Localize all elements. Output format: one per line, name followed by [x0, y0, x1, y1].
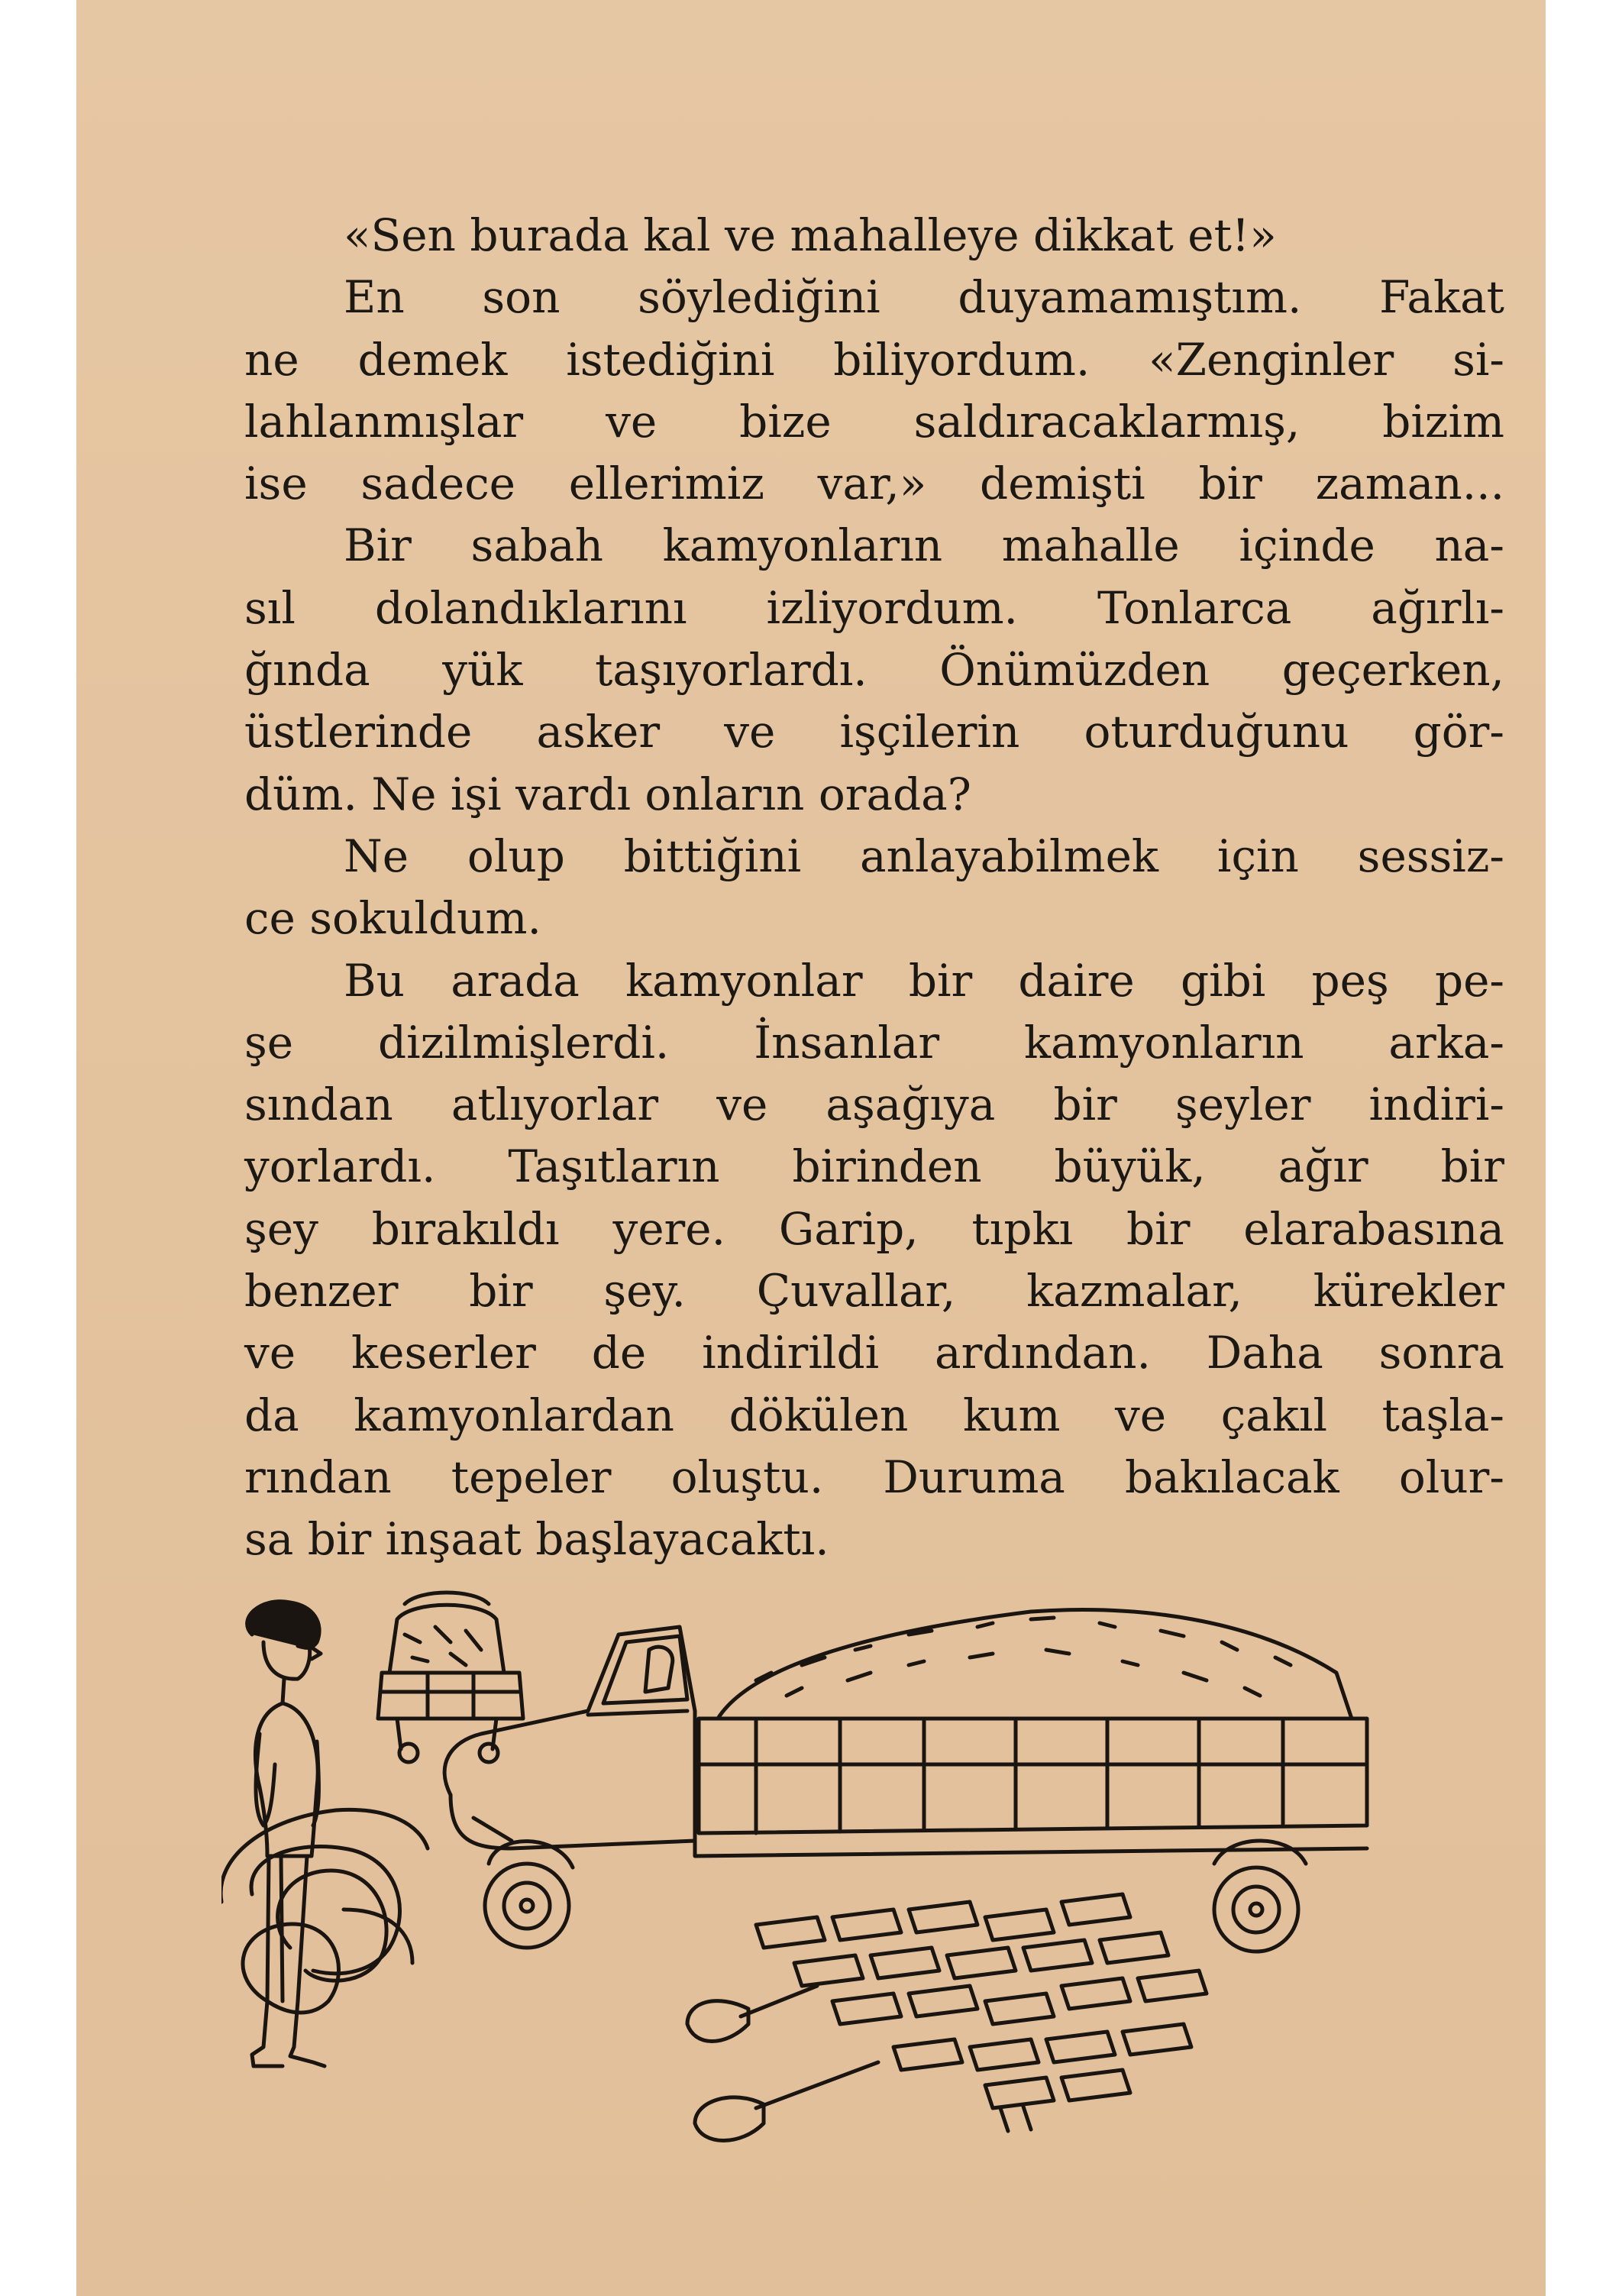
text-line: üstlerinde asker ve işçilerin oturduğunu gör-	[244, 706, 1504, 758]
text-line: ğında yük taşıyorlardı. Önümüzden geçerken,	[244, 644, 1504, 697]
text-line: Bir sabah kamyonların mahalle içinde na-	[344, 519, 1504, 572]
illustration-drawing	[221, 1589, 1413, 2200]
text-line: benzer bir şey. Çuvallar, kazmalar, kürekler	[244, 1265, 1504, 1318]
wheelbarrow-icon	[378, 1593, 523, 1762]
text-line: şey bırakıldı yere. Garip, tıpkı bir elarabasına	[244, 1202, 1504, 1255]
bricks-icon	[756, 1894, 1207, 2131]
shovels-icon	[687, 1986, 878, 2141]
text-line: «Sen burada kal ve mahalleye dikkat et!»	[344, 209, 1277, 261]
text-line: ce sokuldum.	[244, 892, 541, 945]
text-line: yorlardı. Taşıtların birinden büyük, ağır bir	[244, 1140, 1504, 1193]
text-line: sından atlıyorlar ve aşağıya bir şeyler indiri-	[244, 1078, 1504, 1131]
text-line: lahlanmışlar ve bize saldıracaklarmış, bizim	[244, 395, 1504, 448]
text-line: Bu arada kamyonlar bir daire gibi peş pe-	[344, 954, 1504, 1007]
body-text	[244, 205, 1504, 1571]
text-line: sıl dolandıklarını izliyordum. Tonlarca ağırlı-	[244, 581, 1504, 634]
text-line: Ne olup bittiğini anlayabilmek için sessiz-	[344, 829, 1504, 882]
text-line: En son söylediğini duyamamıştım. Fakat	[344, 271, 1504, 324]
sacks-icon	[221, 1809, 428, 2013]
text-line: şe dizilmişlerdi. İnsanlar kamyonların arka-	[244, 1016, 1504, 1069]
text-line: sa bir inşaat başlayacaktı.	[244, 1513, 829, 1566]
text-line: ise sadece ellerimiz var,» demişti bir zaman...	[244, 458, 1504, 510]
text-line: ve keserler de indirildi ardından. Daha sonra	[244, 1327, 1504, 1379]
dump-truck-icon	[444, 1610, 1367, 1952]
text-line: ne demek istediğini biliyordum. «Zenginler si-	[244, 333, 1504, 386]
illustration	[221, 1589, 1413, 2203]
text-line: düm. Ne işi vardı onların orada?	[244, 768, 971, 820]
text-line: rından tepeler oluştu. Duruma bakılacak olur-	[244, 1450, 1504, 1503]
text-line: da kamyonlardan dökülen kum ve çakıl taşla-	[244, 1389, 1504, 1441]
